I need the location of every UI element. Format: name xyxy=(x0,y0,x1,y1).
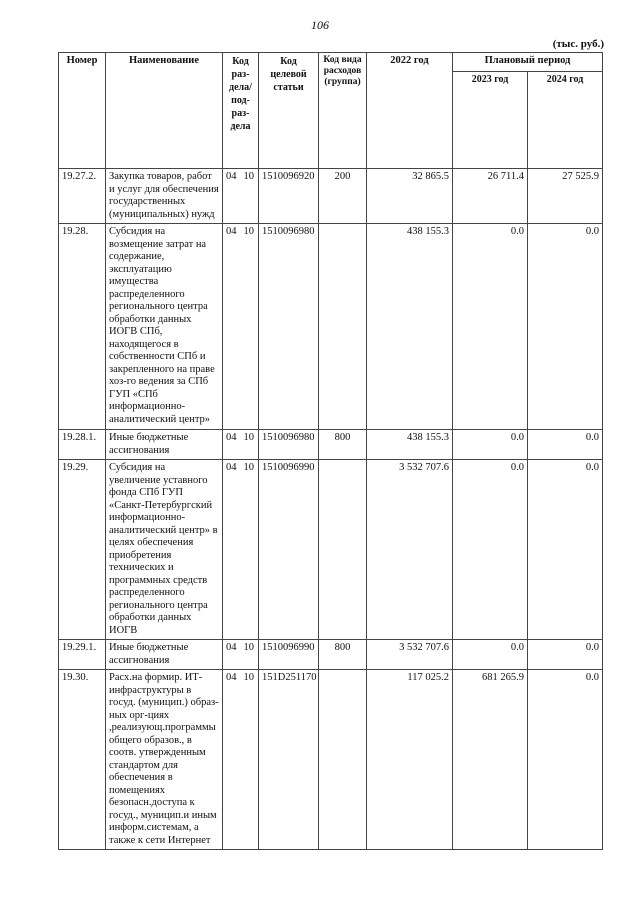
subsection-code: 10 xyxy=(243,432,254,443)
row-amount-2022: 438 155.3 xyxy=(367,430,453,460)
table-row xyxy=(59,460,603,640)
row-section-code xyxy=(223,640,259,670)
row-section-code xyxy=(223,670,259,850)
table-row xyxy=(59,430,603,460)
table-row xyxy=(59,169,603,224)
row-amount-2023: 0.0 xyxy=(453,460,528,640)
section-code: 04 xyxy=(226,642,237,653)
row-section-code xyxy=(223,460,259,640)
section-code: 04 xyxy=(226,672,237,683)
row-number: 19.28.1. xyxy=(59,430,106,460)
section-code: 04 xyxy=(226,226,237,237)
section-code: 04 xyxy=(226,462,237,473)
row-amount-2022: 32 865.5 xyxy=(367,169,453,224)
row-name: Субсидия на возмещение затрат на содержание, эксплуатацию имущества распределенного регионального центра обработки данных ИОГВ СПб, находящегося в собственности СПб и закрепленного на праве хоз-го ведения за СПб ГУП «СПб информационно-аналитический центр» xyxy=(106,224,223,430)
row-amount-2023: 0.0 xyxy=(453,224,528,430)
row-amount-2022: 117 025.2 xyxy=(367,670,453,850)
row-amount-2022: 3 532 707.6 xyxy=(367,640,453,670)
header-article-code: Код целевой статьи xyxy=(259,53,319,169)
header-year-2022: 2022 год xyxy=(367,53,453,169)
row-article-code: 1510096980 xyxy=(259,224,319,430)
row-section-code xyxy=(223,169,259,224)
row-name: Иные бюджетные ассигнования xyxy=(106,430,223,460)
row-amount-2022: 438 155.3 xyxy=(367,224,453,430)
row-article-code: 1510096920 xyxy=(259,169,319,224)
row-name: Субсидия на увеличение уставного фонда СПб ГУП «Санкт-Петербургский информационно-аналитический центр» в целях обеспечения приобретения технических и программных средств распределенного регионального центра обработки данных ИОГВ xyxy=(106,460,223,640)
row-expense-code: 800 xyxy=(319,430,367,460)
row-number: 19.29.1. xyxy=(59,640,106,670)
row-amount-2023: 681 265.9 xyxy=(453,670,528,850)
section-code: 04 xyxy=(226,432,237,443)
row-amount-2024: 0.0 xyxy=(528,670,603,850)
row-article-code: 1510096990 xyxy=(259,640,319,670)
header-plan-period: Плановый период xyxy=(453,53,603,72)
row-article-code: 151D251170 xyxy=(259,670,319,850)
row-section-code xyxy=(223,224,259,430)
subsection-code: 10 xyxy=(243,226,254,237)
row-amount-2024: 0.0 xyxy=(528,640,603,670)
row-expense-code xyxy=(319,460,367,640)
header-number: Номер xyxy=(59,53,106,169)
row-expense-code: 800 xyxy=(319,640,367,670)
budget-table xyxy=(58,52,603,850)
row-expense-code: 200 xyxy=(319,169,367,224)
header-year-2024: 2024 год xyxy=(528,72,603,169)
row-amount-2024: 0.0 xyxy=(528,224,603,430)
row-expense-code xyxy=(319,224,367,430)
row-name: Иные бюджетные ассигнования xyxy=(106,640,223,670)
row-amount-2024: 0.0 xyxy=(528,430,603,460)
row-amount-2023: 0.0 xyxy=(453,430,528,460)
row-number: 19.28. xyxy=(59,224,106,430)
subsection-code: 10 xyxy=(243,642,254,653)
table-row xyxy=(59,224,603,430)
section-code: 04 xyxy=(226,171,237,182)
row-name: Закупка товаров, работ и услуг для обеспечения государственных (муниципальных) нужд xyxy=(106,169,223,224)
row-amount-2024: 0.0 xyxy=(528,460,603,640)
header-expense-code: Код вида расходов (группа) xyxy=(319,53,367,169)
page-number: 106 xyxy=(311,18,329,32)
header-year-2023: 2023 год xyxy=(453,72,528,169)
row-amount-2023: 0.0 xyxy=(453,640,528,670)
row-article-code: 1510096990 xyxy=(259,460,319,640)
row-name: Расх.на формир. ИТ-инфраструктуры в госуд. (муницип.) образ-ных орг-циях ,реализующ.программы общего образов., в соотв. утвержденным стандартом для обеспечения в помещениях безопасн.доступа к госуд., муницип.и иным информ.системам, а также к сети Интернет xyxy=(106,670,223,850)
row-article-code: 1510096980 xyxy=(259,430,319,460)
subsection-code: 10 xyxy=(243,462,254,473)
subsection-code: 10 xyxy=(243,672,254,683)
row-amount-2023: 26 711.4 xyxy=(453,169,528,224)
row-number: 19.29. xyxy=(59,460,106,640)
row-section-code xyxy=(223,430,259,460)
header-section-code: Код раз-дела/под-раз-дела xyxy=(223,53,259,169)
units-label: (тыс. руб.) xyxy=(552,38,604,50)
row-number: 19.30. xyxy=(59,670,106,850)
table-row xyxy=(59,670,603,850)
row-amount-2022: 3 532 707.6 xyxy=(367,460,453,640)
row-number: 19.27.2. xyxy=(59,169,106,224)
header-name: Наименование xyxy=(106,53,223,169)
header-row xyxy=(59,53,603,72)
row-amount-2024: 27 525.9 xyxy=(528,169,603,224)
subsection-code: 10 xyxy=(243,171,254,182)
row-expense-code xyxy=(319,670,367,850)
table-row xyxy=(59,640,603,670)
